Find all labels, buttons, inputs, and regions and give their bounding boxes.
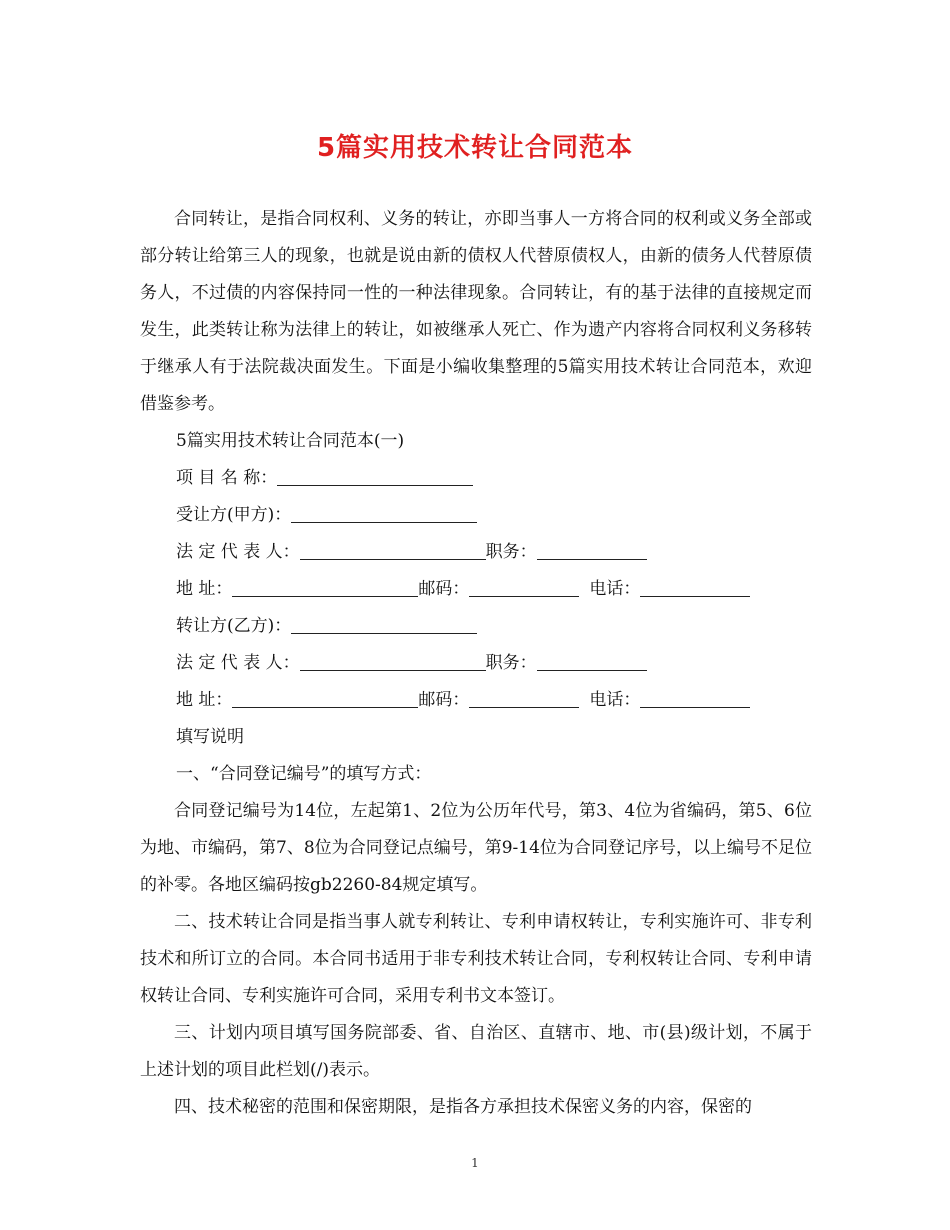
address-b-blank — [232, 687, 418, 708]
item2-paragraph: 二、技术转让合同是指当事人就专利转让、专利申请权转让，专利实施许可、非专利技术和所订立的合同。本合同书适用于非专利技术转让合同，专利权转让合同、专利申请权转让合同、专利实施许可合同，采用专利书文本签订。 — [140, 912, 812, 1006]
item1-heading: 一、“合同登记编号”的填写方式： — [176, 764, 432, 784]
position-b-blank — [537, 650, 647, 671]
position-a-label: 职务： — [485, 542, 537, 562]
page-number: 1 — [471, 1156, 479, 1170]
document-title: 5篇实用技术转让合同范本 — [316, 133, 634, 163]
phone-a-blank — [640, 576, 750, 597]
project-name-blank — [277, 465, 473, 486]
section-heading: 5篇实用技术转让合同范本(一) — [176, 431, 405, 451]
instructions-heading: 填写说明 — [176, 727, 244, 747]
postcode-a-blank — [469, 576, 579, 597]
postcode-b-blank — [469, 687, 579, 708]
form-row-party-a — [140, 497, 812, 534]
phone-b-blank — [640, 687, 750, 708]
form-row-rep-b — [140, 645, 812, 682]
party-b-label: 转让方(乙方)： — [176, 616, 292, 636]
position-b-label: 职务： — [485, 653, 537, 673]
document-body — [140, 201, 812, 1126]
party-a-label: 受让方(甲方)： — [176, 505, 292, 525]
party-b-blank — [291, 613, 477, 634]
form-row-project-name — [140, 460, 812, 497]
address-b-label: 地 址： — [176, 690, 233, 710]
address-a-label: 地 址： — [176, 579, 233, 599]
phone-b-label: 电话： — [589, 690, 641, 710]
form-row-rep-a — [140, 534, 812, 571]
rep-a-blank — [300, 539, 486, 560]
item1-body: 合同登记编号为14位，左起第1、2位为公历年代号，第3、4位为省编码，第5、6位为地、市编码，第7、8位为合同登记点编号，第9-14位为合同登记序号，以上编号不足位的补零。各地区编码按gb2260-84规定填写。 — [140, 801, 812, 895]
intro-paragraph: 合同转让，是指合同权利、义务的转让，亦即当事人一方将合同的权利或义务全部或部分转让给第三人的现象，也就是说由新的债权人代替原债权人，由新的债务人代替原债务人，不过债的内容保持同一性的一种法律现象。合同转让，有的基于法律的直接规定而发生，此类转让称为法律上的转让，如被继承人死亡、作为遗产内容将合同权利义务移转于继承人有于法院裁决面发生。下面是小编收集整理的5篇实用技术转让合同范本，欢迎借鉴参考。 — [140, 209, 812, 414]
form-row-address-b — [140, 682, 812, 719]
form-row-address-a — [140, 571, 812, 608]
address-a-blank — [232, 576, 418, 597]
item4-paragraph: 四、技术秘密的范围和保密期限，是指各方承担技术保密义务的内容，保密的 — [174, 1097, 752, 1117]
party-a-blank — [291, 502, 477, 523]
form-row-party-b — [140, 608, 812, 645]
project-name-label: 项 目 名 称： — [176, 468, 278, 488]
postcode-b-label: 邮码： — [418, 690, 470, 710]
rep-b-blank — [300, 650, 486, 671]
item3-paragraph: 三、计划内项目填写国务院部委、省、自治区、直辖市、地、市(县)级计划，不属于上述计划的项目此栏划(/)表示。 — [140, 1023, 812, 1080]
postcode-a-label: 邮码： — [418, 579, 470, 599]
phone-a-label: 电话： — [589, 579, 641, 599]
position-a-blank — [537, 539, 647, 560]
rep-b-label: 法 定 代 表 人： — [176, 653, 300, 673]
rep-a-label: 法 定 代 表 人： — [176, 542, 300, 562]
